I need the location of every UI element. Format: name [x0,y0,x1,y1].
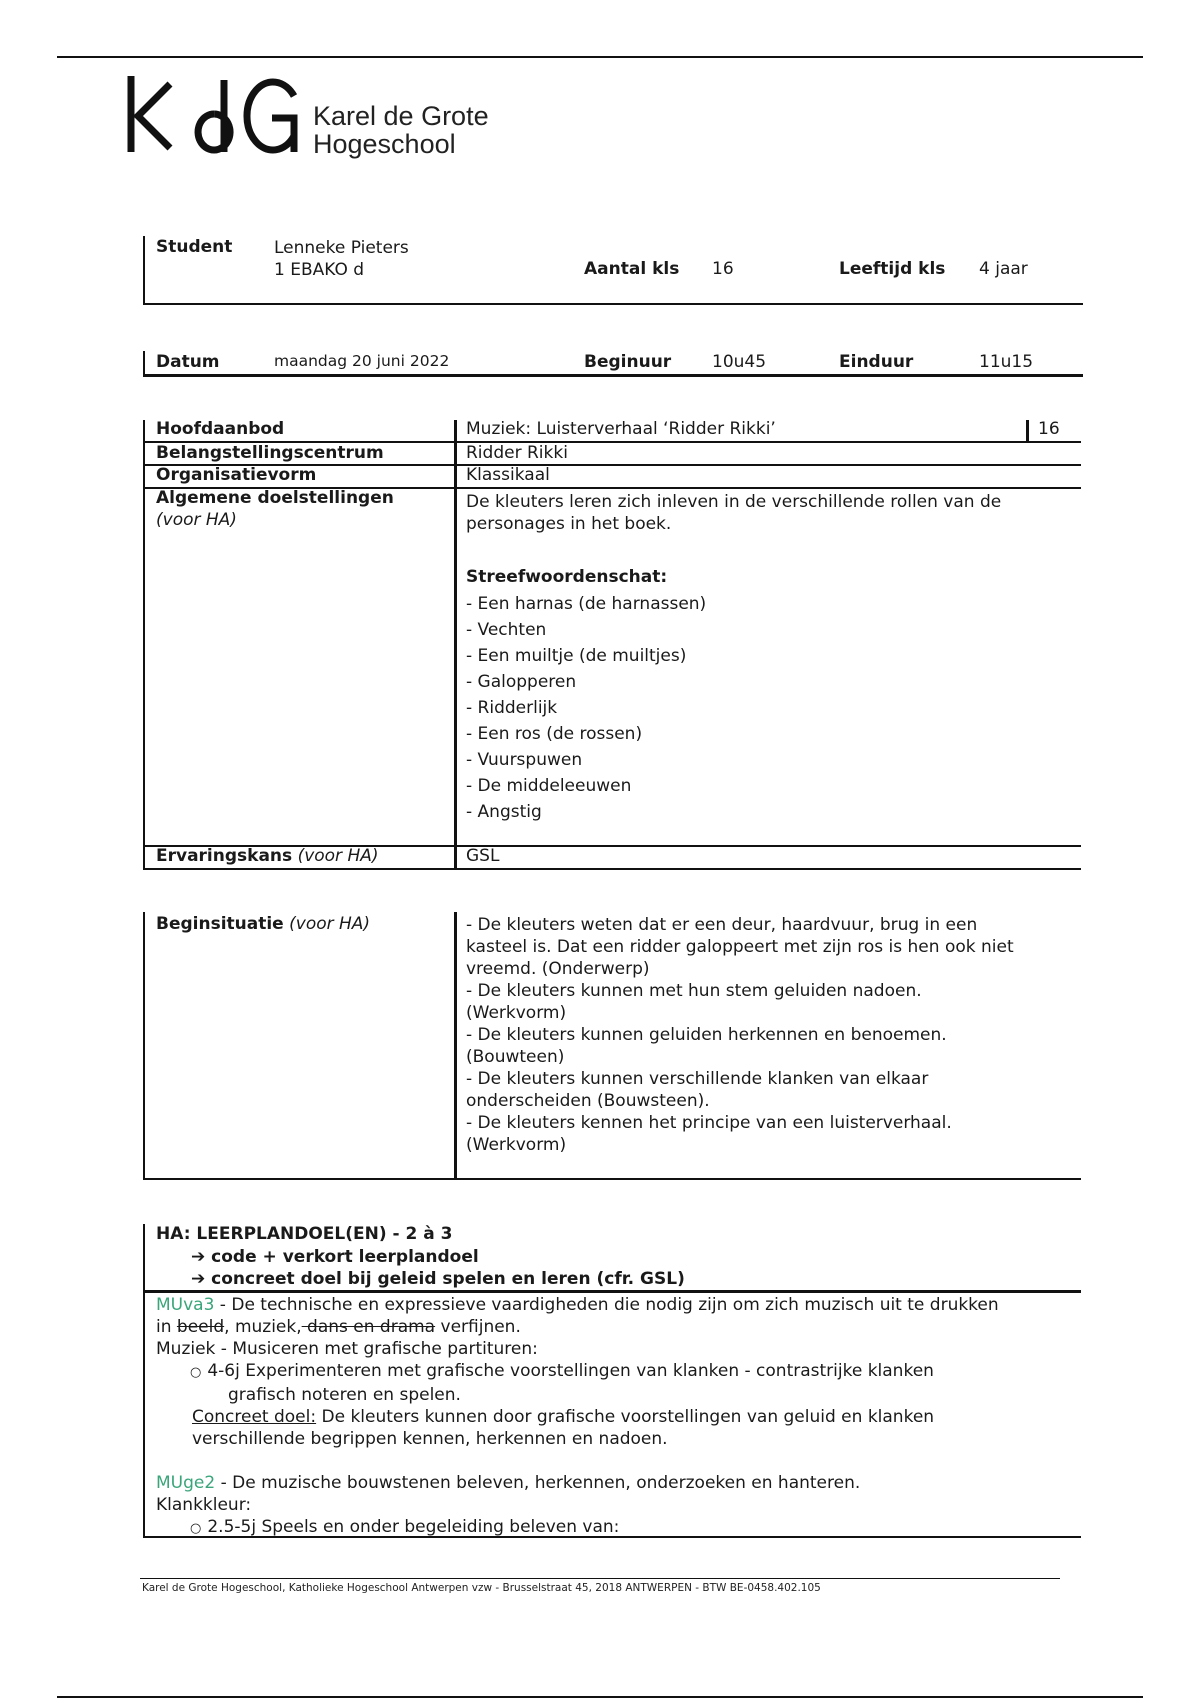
kdg-logo [126,74,301,154]
begin-line: - De kleuters kunnen geluiden herkennen en benoemen. [466,1025,947,1045]
datum-value: maandag 20 juni 2022 [274,352,450,370]
info-hoofd-num-divider [1026,420,1029,442]
streef-title: Streefwoordenschat: [466,567,668,587]
org-label: Organisatievorm [156,465,317,485]
ha-left-border [143,1224,145,1538]
bottom-rule [57,1696,1143,1698]
einduur-value: 11u15 [979,352,1034,372]
goal1-item-2: grafisch noteren en spelen. [228,1385,461,1405]
logo-line-2: Hogeschool [313,129,456,159]
goal2-line-1 [156,1472,999,1494]
goal1-code: MUva3 [156,1295,215,1315]
top-rule [57,56,1143,58]
arrow-right-icon: ➔ [191,1247,206,1267]
student-class: 1 EBAKO d [274,260,365,280]
concreet-text-1: De kleuters kunnen door grafische voorstellingen van geluid en klanken [316,1407,935,1427]
vocab-item: - Vechten [466,620,547,640]
goal2-sub: Klankkleur: [156,1495,252,1515]
goal1-line-1 [156,1294,999,1316]
vocab-item: - De middeleeuwen [466,776,632,796]
footer-rule [140,1578,1060,1579]
vocab-item: - Vuurspuwen [466,750,583,770]
ha-header-border [143,1290,1081,1293]
begin-line: vreemd. (Onderwerp) [466,959,650,979]
begin-text [466,914,1014,1156]
goal1-text: - De technische en expressieve vaardigheden die nodig zijn om zich muzisch uit te drukken [214,1295,999,1315]
logo-name [313,102,489,158]
begin-line: onderscheiden (Bouwsteen). [466,1091,710,1111]
vocab-item: - Ridderlijk [466,698,558,718]
student-left-border [143,236,145,304]
beginuur-label: Beginuur [584,352,672,372]
leeftijd-label: Leeftijd kls [839,259,946,279]
goal2-code: MUge2 [156,1473,216,1493]
student-bottom-border [143,303,1083,305]
ha-goals [156,1294,999,1540]
goal1-strike-1: beeld [176,1317,225,1337]
kdg-monogram-icon [126,74,301,154]
begin-sublabel: (voor HA) [289,914,371,934]
beginuur-value: 10u45 [712,352,767,372]
date-bottom-border [143,374,1083,377]
hoofdaanbod-label: Hoofdaanbod [156,419,285,439]
goal1-line-2 [156,1316,999,1338]
begin-left-border [143,912,145,1180]
goal1-end: verfijnen. [435,1317,521,1337]
hoofdaanbod-number: 16 [1038,419,1060,439]
datum-label: Datum [156,352,220,372]
alg-text: De kleuters leren zich inleven in de verschillende rollen van de personages in het boek. [466,492,1002,534]
bc-label: Belangstellingscentrum [156,443,384,463]
begin-bottom-border [143,1178,1081,1180]
erv-label-wrap [156,846,379,866]
vocab-item: - Angstig [466,802,542,822]
goal1-item-1: ○ 4-6j Experimenteren met grafische voorstellingen van klanken - contrastrijke klanken [190,1361,934,1381]
begin-line: kasteel is. Dat een ridder galoppeert met zijn ros is hen ook niet [466,937,1014,957]
ha-bullet-2 [191,1269,685,1289]
begin-line: (Werkvorm) [466,1135,567,1155]
info-bottom-border [143,868,1081,870]
begin-line: - De kleuters weten dat er een deur, haardvuur, brug in een [466,915,978,935]
leeftijd-value: 4 jaar [979,259,1028,279]
begin-label-wrap [156,914,370,934]
einduur-label: Einduur [839,352,914,372]
circle-bullet-icon: ○ [190,1521,202,1536]
goal1-in: in [156,1317,177,1337]
circle-bullet-icon: ○ [190,1365,202,1380]
arrow-right-icon: ➔ [191,1269,206,1289]
org-value: Klassikaal [466,465,550,485]
ha-bullet-2-text: concreet doel bij geleid spelen en leren (cfr. GSL) [211,1269,685,1289]
goal2-item: ○ 2.5-5j Speels en onder begeleiding beleven van: [190,1517,620,1537]
student-name: Lenneke Pieters [274,238,409,258]
ha-bullet-1 [191,1247,479,1267]
goal1-mid: , muziek, [224,1317,302,1337]
goal1-strike-2: dans en drama [301,1317,436,1337]
begin-line: - De kleuters kennen het principe van een luisterverhaal. [466,1113,952,1133]
aantal-label: Aantal kls [584,259,680,279]
hoofdaanbod-value: Muziek: Luisterverhaal ‘Ridder Rikki’ [466,419,776,439]
begin-line: (Werkvorm) [466,1003,567,1023]
bc-value: Ridder Rikki [466,443,568,463]
goal2-text: - De muzische bouwstenen beleven, herkennen, onderzoeken en hanteren. [215,1473,861,1493]
spacer [156,1450,999,1472]
student-label: Student [156,237,233,257]
erv-sublabel: (voor HA) [297,846,379,866]
erv-label: Ervaringskans [156,846,293,866]
begin-label: Beginsituatie [156,914,284,934]
begin-col-divider [454,912,457,1180]
begin-line: (Bouwteen) [466,1047,565,1067]
vocab-item: - Galopperen [466,672,577,692]
vocab-item: - Een ros (de rossen) [466,724,643,744]
logo-line-1: Karel de Grote [313,101,489,131]
alg-sublabel: (voor HA) [156,510,237,530]
vocab-item: - Een muiltje (de muiltjes) [466,646,687,666]
vocab-item: - Een harnas (de harnassen) [466,594,707,614]
ha-title: HA: LEERPLANDOEL(EN) - 2 à 3 [156,1224,453,1244]
vocab-list [466,591,706,825]
aantal-value: 16 [712,259,734,279]
concreet-line-1 [156,1406,999,1428]
begin-line: - De kleuters kunnen verschillende klanken van elkaar [466,1069,929,1089]
begin-line: - De kleuters kunnen met hun stem geluiden nadoen. [466,981,922,1001]
goal1-sub: Muziek - Musiceren met grafische partituren: [156,1339,538,1359]
ha-bullet-1-text: code + verkort leerplandoel [211,1247,479,1267]
footer-text: Karel de Grote Hogeschool, Katholieke Hogeschool Antwerpen vzw - Brusselstraat 45, 2018 ANTWERPEN - BTW BE-0458.402.105 [142,1582,821,1594]
alg-label: Algemene doelstellingen [156,488,394,508]
erv-value: GSL [466,846,500,866]
concreet-label: Concreet doel: [192,1407,317,1427]
concreet-line-2: verschillende begrippen kennen, herkennen en nadoen. [192,1429,668,1449]
